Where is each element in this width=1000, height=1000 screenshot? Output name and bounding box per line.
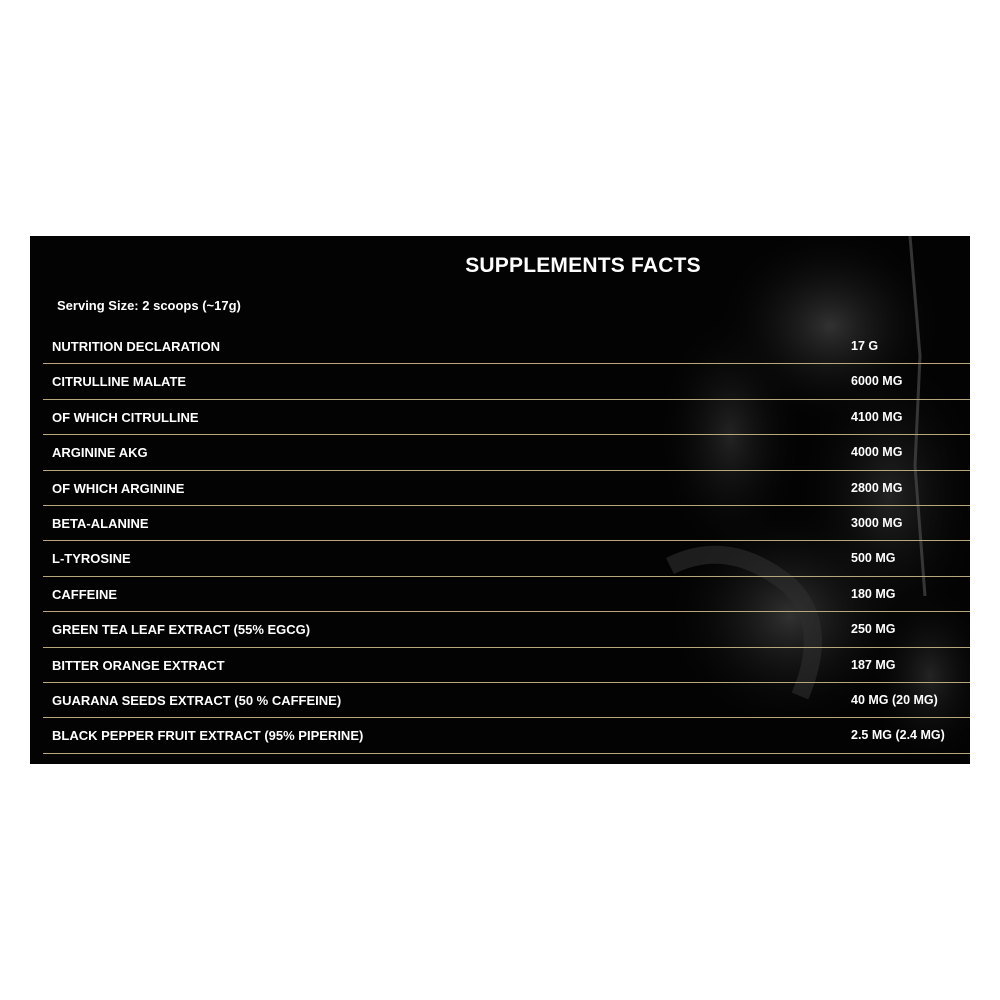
- ingredient-amount: 187 MG: [851, 657, 896, 672]
- table-row: [43, 471, 970, 506]
- table-row: [43, 400, 970, 435]
- ingredient-amount: 6000 MG: [851, 374, 903, 389]
- supplement-facts-panel: [30, 236, 970, 764]
- table-row: [43, 718, 970, 753]
- table-row: [43, 612, 970, 647]
- ingredient-name: NUTRITION DECLARATION: [52, 339, 221, 354]
- ingredient-amount: 4100 MG: [851, 409, 903, 424]
- table-row: [43, 541, 970, 576]
- ingredient-name: BETA-ALANINE: [52, 515, 149, 531]
- ingredient-amount: 180 MG: [851, 586, 896, 601]
- ingredient-name: GUARANA SEEDS EXTRACT (50 % CAFFEINE): [52, 692, 342, 708]
- ingredient-amount: 4000 MG: [851, 445, 903, 460]
- ingredient-name: BITTER ORANGE EXTRACT: [52, 657, 225, 673]
- ingredient-name: OF WHICH CITRULLINE: [52, 409, 199, 425]
- ingredient-amount: 2800 MG: [851, 480, 903, 495]
- ingredient-amount: 250 MG: [851, 622, 896, 637]
- serving-size: Serving Size: 2 scoops (~17g): [57, 298, 241, 313]
- panel-title: SUPPLEMENTS FACTS: [465, 254, 701, 277]
- ingredient-name: BLACK PEPPER FRUIT EXTRACT (95% PIPERINE): [52, 728, 364, 744]
- ingredient-amount: 3000 MG: [851, 515, 903, 530]
- ingredient-amount: 2.5 MG (2.4 MG): [851, 728, 945, 743]
- table-row: [43, 435, 970, 470]
- ingredient-name: OF WHICH ARGININE: [52, 480, 185, 496]
- nutrient-table: [43, 329, 970, 754]
- table-row: [43, 506, 970, 541]
- table-row: [43, 648, 970, 683]
- ingredient-name: CITRULLINE MALATE: [52, 374, 187, 390]
- table-row: [43, 683, 970, 718]
- ingredient-name: GREEN TEA LEAF EXTRACT (55% EGCG): [52, 622, 311, 638]
- table-row: [43, 364, 970, 399]
- table-row: [43, 329, 970, 364]
- ingredient-name: L-TYROSINE: [52, 551, 131, 567]
- ingredient-name: CAFFEINE: [52, 586, 117, 602]
- ingredient-amount: 500 MG: [851, 551, 896, 566]
- table-row: [43, 577, 970, 612]
- ingredient-amount: 17 G: [851, 339, 879, 353]
- ingredient-amount: 40 MG (20 MG): [851, 692, 938, 707]
- ingredient-name: ARGININE AKG: [52, 445, 148, 461]
